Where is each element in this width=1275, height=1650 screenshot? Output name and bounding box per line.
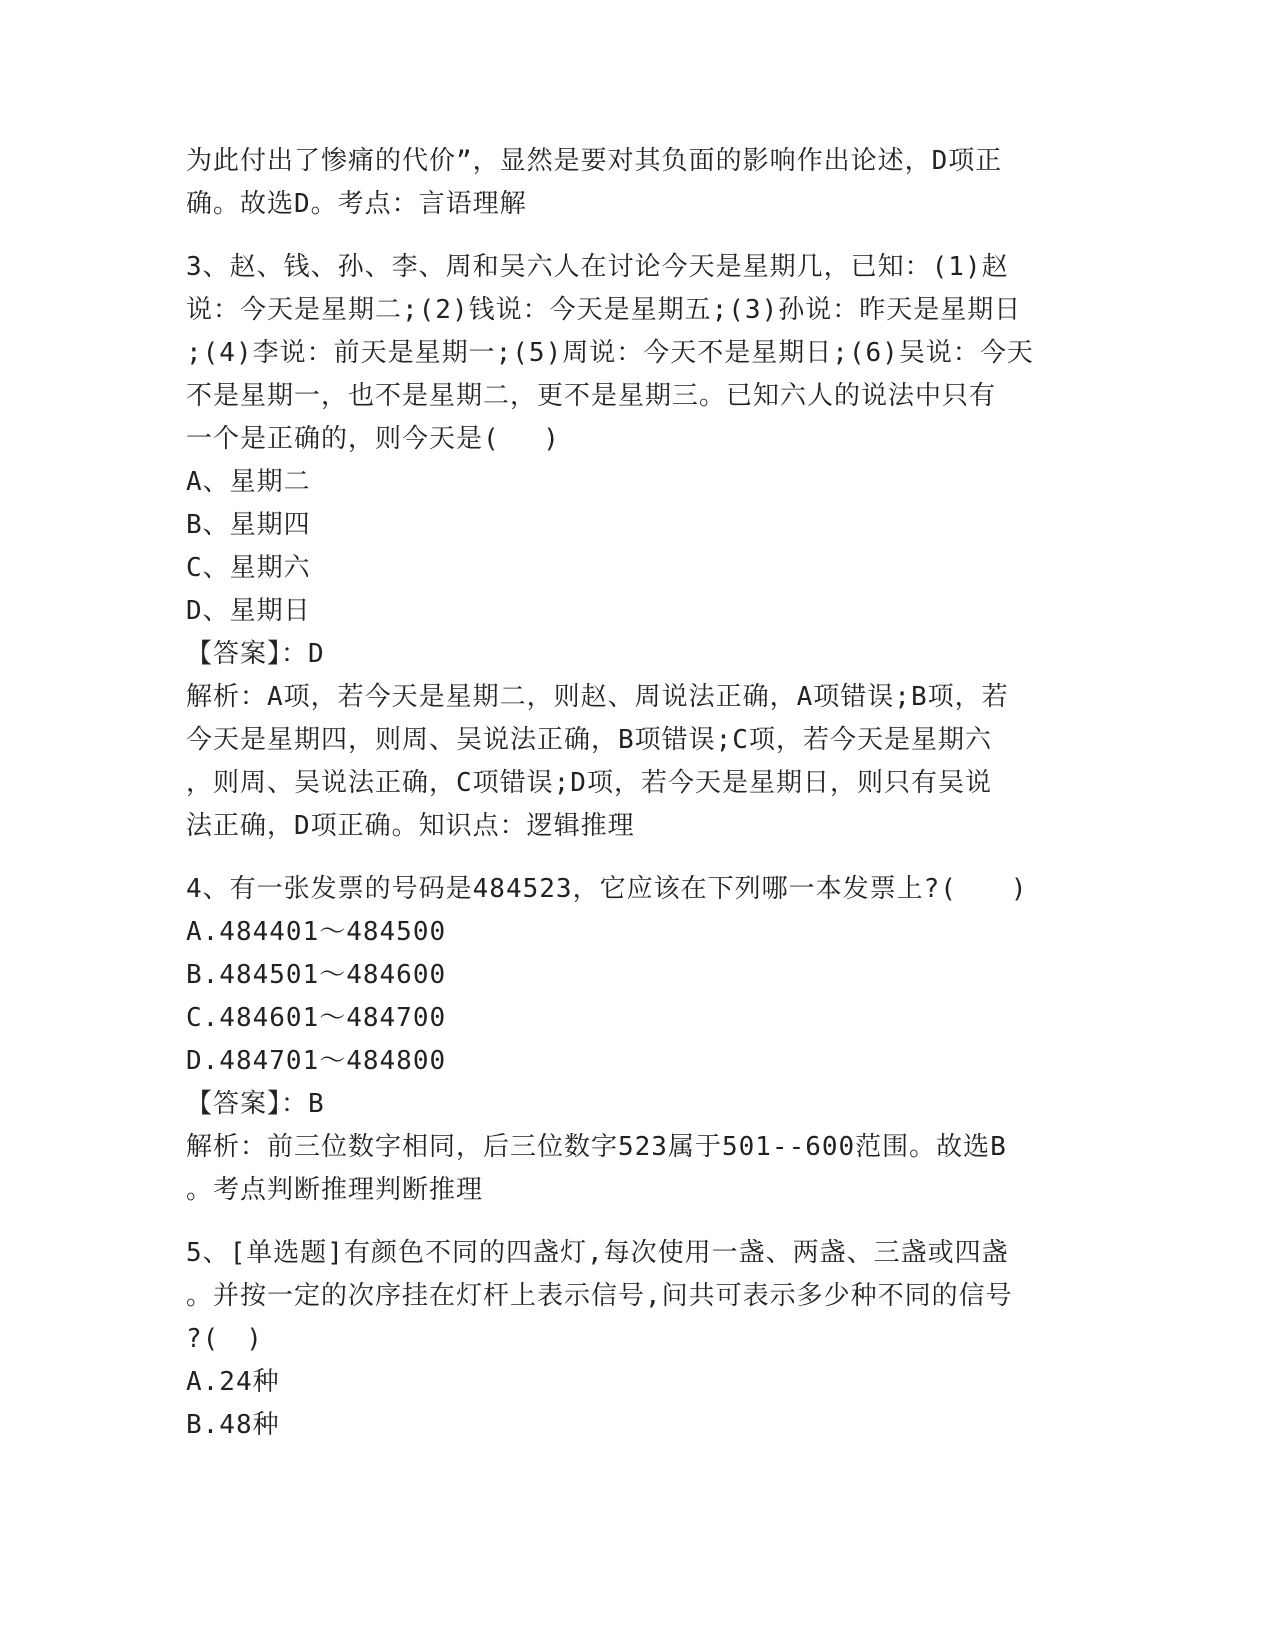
- text-line: 为此付出了惨痛的代价”，显然是要对其负面的影响作出论述，D项正: [186, 146, 1003, 176]
- text-line: 说：今天是星期二;(2)钱说：今天是星期五;(3)孙说：昨天是星期日: [186, 295, 1022, 325]
- option-list: [186, 911, 1096, 1083]
- paragraph-gap: [186, 848, 1096, 868]
- option-a: A.24种: [186, 1367, 280, 1397]
- question-5: [186, 1232, 1096, 1447]
- question-stem: [186, 246, 1096, 461]
- answer-line: 【答案】：D: [186, 639, 325, 669]
- option-a: A.484401～484500: [186, 917, 447, 947]
- option-b: B、星期四: [186, 510, 311, 540]
- text-line: 今天是星期四，则周、吴说法正确，B项错误;C项，若今天是星期六: [186, 725, 992, 755]
- text-line: ;(4)李说：前天是星期一;(5)周说：今天不是星期日;(6)吴说：今天: [186, 338, 1034, 368]
- option-c: C、星期六: [186, 553, 311, 583]
- option-d: D、星期日: [186, 596, 311, 626]
- option-c: C.484601～484700: [186, 1003, 447, 1033]
- paragraph-gap: [186, 226, 1096, 246]
- answer-line: 【答案】：B: [186, 1089, 325, 1119]
- text-line: 一个是正确的，则今天是( ): [186, 424, 560, 454]
- option-b: B.484501～484600: [186, 960, 447, 990]
- text-line: ?( ): [186, 1324, 263, 1354]
- text-line: 确。故选D。考点：言语理解: [186, 189, 527, 219]
- option-a: A、星期二: [186, 467, 311, 497]
- text-line: 法正确，D项正确。知识点：逻辑推理: [186, 811, 635, 841]
- option-list: [186, 1361, 1096, 1447]
- analysis: [186, 676, 1096, 848]
- option-b: B.48种: [186, 1410, 280, 1440]
- document-page: [186, 140, 1096, 1447]
- text-line: 5、[单选题]有颜色不同的四盏灯,每次使用一盏、两盏、三盏或四盏: [186, 1238, 1009, 1268]
- text-line: 不是星期一，也不是星期二，更不是星期三。已知六人的说法中只有: [186, 381, 997, 411]
- intro-paragraph: [186, 140, 1096, 226]
- text-line: 。考点判断推理判断推理: [186, 1175, 484, 1205]
- question-3: [186, 246, 1096, 848]
- text-line: 解析：A项，若今天是星期二，则赵、周说法正确，A项错误;B项，若: [186, 682, 1009, 712]
- text-line: 。并按一定的次序挂在灯杆上表示信号,问共可表示多少种不同的信号: [186, 1281, 1013, 1311]
- text-line: ，则周、吴说法正确，C项错误;D项，若今天是星期日，则只有吴说: [186, 768, 992, 798]
- text-line: 解析：前三位数字相同，后三位数字523属于501--600范围。故选B: [186, 1132, 1007, 1162]
- question-stem: [186, 1232, 1096, 1361]
- text-line: 3、赵、钱、孙、李、周和吴六人在讨论今天是星期几，已知：(1)赵: [186, 252, 1009, 282]
- option-d: D.484701～484800: [186, 1046, 447, 1076]
- question-4: [186, 868, 1096, 1212]
- question-stem: [186, 868, 1096, 911]
- option-list: [186, 461, 1096, 633]
- text-line: 4、有一张发票的号码是484523，它应该在下列哪一本发票上?( ): [186, 874, 1028, 904]
- paragraph-gap: [186, 1212, 1096, 1232]
- analysis: [186, 1126, 1096, 1212]
